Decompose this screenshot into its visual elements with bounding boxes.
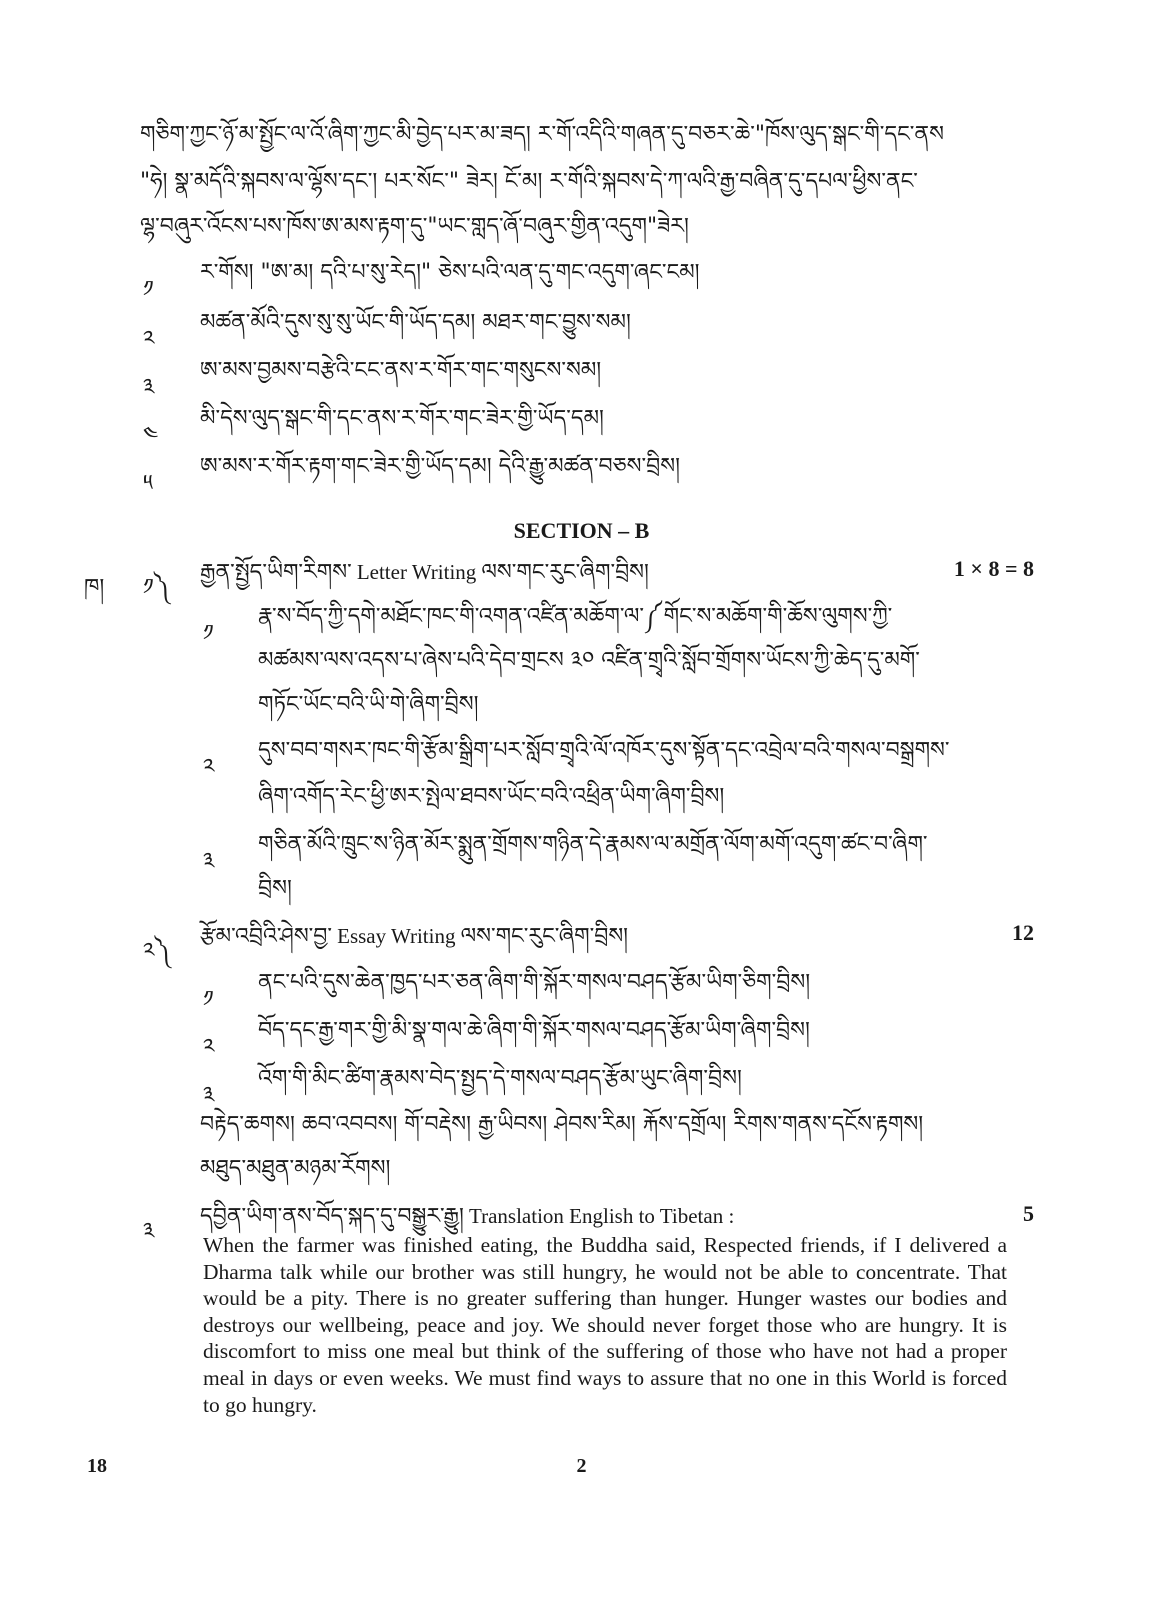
q2-marks: 12: [1012, 920, 1034, 945]
intro-q4-number: ༤: [143, 423, 159, 448]
footer-code: 18: [87, 1455, 107, 1477]
q1-item2-line-1: དུས་བབ་གསར་ཁང་གི་རྩོམ་སྒྲིག་པར་སློབ་གྲྭའི་ལོ་འཁོར་དུས་སྟོན་དང་འབྲེལ་བའི་གསལ་བསྒྲགས་: [258, 738, 950, 763]
intro-q1-text: ར་གོས། "ཨ་མ། དའི་པ་སུ་རེད།" ཅེས་པའི་ལན་དུ་གང་འདུག་ཞང་ངམ།: [200, 260, 700, 285]
intro-q2-text: མཚན་མོའི་དུས་སུ་སུ་ཡོང་གི་ཡོད་དམ། མཐར་གང་བྱུས་སམ།: [200, 310, 631, 335]
intro-q2-number: ༢: [143, 327, 155, 352]
q1-item3-line-2: བྲིས།: [258, 876, 292, 901]
q1-item1-line-3: གཏོང་ཡོང་བའི་ཡི་གེ་ཞིག་བྲིས།: [258, 692, 479, 717]
q1-item1-line-2: མཚམས་ལས་འདས་པ་ཞེས་པའི་དེབ་གྲངས ༣༠ འཛིན་གྲྭའི་སློབ་གྲོགས་ཡོངས་ཀྱི་ཆེད་དུ་མགོ་: [258, 648, 920, 673]
q3-label-tibetan: དབྱིན་ཡིག་ནས་བོད་སྐད་དུ་བསྒྱུར་རྒྱུ།: [200, 1204, 464, 1229]
intro-q4-text: མི་དེས་ལུད་སྒང་གི་དང་ནས་ར་གོར་གང་ཟེར་གྱི་ཡོད་དམ།: [200, 406, 604, 431]
q2-item3-number: ༣: [203, 1083, 215, 1108]
q1-number: ༡༽: [143, 575, 170, 600]
q2-item2-text: བོད་དང་རྒྱ་གར་གྱི་མི་སྣ་གལ་ཆེ་ཞིག་གི་སྐོར་གསལ་བཤད་རྩོམ་ཡིག་ཞིག་བྲིས།: [258, 1018, 810, 1043]
intro-line-2: "ཧེ། སྣ་མདོའི་སྐབས་ལ་ལྷོས་དང་། པར་སོང་" ཟེར། ངོ་མ། ར་གོའི་སྐབས་དེ་ཀ་ལའི་རྒྱ་བཞིན་དུ་དཔལ་ཕྱིས་ནང་: [140, 169, 918, 194]
intro-q3-text: ཨ་མས་བྱམས་བརྩེའི་ངང་ནས་ར་གོར་གང་གསུངས་སམ།: [200, 358, 602, 383]
q1-item2-number: ༢: [203, 755, 215, 780]
q1-label-english: Letter Writing: [356, 560, 477, 584]
q1-label-tibetan: རྒྱན་སྤྱོད་ཡིག་རིགས་: [200, 560, 352, 585]
intro-q5-text: ཨ་མས་ར་གོར་རྟག་གང་ཟེར་གྱི་ཡོད་དམ། དེའི་རྒྱུ་མཚན་བཅས་བྲིས།: [200, 454, 680, 479]
q1-label-tail: ལས་གང་རུང་ཞིག་བྲིས།: [481, 560, 649, 585]
q2-item2-number: ༢: [203, 1035, 215, 1060]
q2-label-tail: ལས་གང་རུང་ཞིག་བྲིས།: [460, 924, 629, 949]
q1-item1-number: ༡: [203, 621, 214, 646]
q2-word-list-line-1: བརྟེད་ཆགས། ཆབ་འབབས། གོ་བརྡེས། རྒྱ་ཡིབས། ཤེབས་རིམ། རྐོས་དགྲོལ། རིགས་གནས་དངོས་རྟགས།: [200, 1112, 924, 1137]
footer-page-number: 2: [576, 1455, 587, 1477]
q1-marks: 1 × 8 = 8: [953, 556, 1034, 581]
intro-line-1: གཅིག་ཀྱང་ཉོ་མ་སྤྱོང་ལ་འོ་ཞིག་ཀྱང་མི་བྱེད་པར་མ་ཟད། ར་གོ་འདིའི་གཞན་དུ་བཅར་ཆེ་"ཁོས་ལུད་སྒང་གི་དང་ནས: [140, 122, 944, 147]
intro-line-3: ལྷ་བཞུར་འོངས་པས་ཁོས་ཨ་མས་རྟག་དུ་"ཡང་གླད་ཞོ་བཞུར་གྱིན་འདུག"ཟེར།: [140, 214, 689, 239]
q1-item3-line-1: གཅིན་མོའི་ཁྲུང་ས་ཉིན་མོར་སྨུན་གྲོགས་གཉིན་དེ་རྣམས་ལ་མགྲོན་ལོག་མགོ་འདུག་ཚང་བ་ཞིག་: [258, 832, 928, 857]
q2-item1-text: ནང་པའི་དུས་ཆེན་ཁྱད་པར་ཅན་ཞིག་གི་སྐོར་གསལ་བཤད་རྩོམ་ཡིག་ཅིག་བྲིས།: [258, 970, 811, 995]
q1-heading: [200, 560, 649, 585]
intro-q3-number: ༣: [143, 375, 155, 400]
q1-item3-number: ༣: [203, 849, 215, 874]
q2-word-list-line-2: མཐུད་མཐུན་མཉམ་རོགས།: [200, 1156, 391, 1181]
q1-item1-line-1: རྣ་ས་བོད་ཀྱི་དགེ་མཐོང་ཁང་གི་འགན་འཛིན་མཆོག་ལ་༼གོང་ས་མཆོག་གི་ཆོས་ལུགས་ཀྱི་: [258, 604, 893, 629]
q2-label-english: Essay Writing: [337, 924, 456, 948]
q2-label-tibetan: རྩོམ་འབྲིའི་ཤེས་བྱ་: [200, 924, 333, 949]
intro-q5-number: ༥: [143, 471, 153, 496]
translation-passage: When the farmer was finished eating, the Buddha said, Respected friends, if I delivered a Dharma talk while our brother was still hungry, he would not be able to concentrate. That would be a pity. There is no greater suffering than hunger. Hunger wastes our bodies and destroys our wellbeing, peace and joy. We should never forget those who are hungry. It is discomfort to miss one meal but think of the suffering of those who have not had a proper meal in days or even weeks. We must find ways to assure that no one in this World is forced to go hungry.: [203, 1233, 1007, 1417]
q2-heading: [200, 924, 628, 949]
intro-q1-number: ༡: [143, 277, 154, 302]
q3-marks: 5: [1023, 1201, 1034, 1226]
q2-number: ༢༽: [143, 939, 171, 964]
q2-item1-number: ༡: [203, 987, 214, 1012]
q3-label-english: Translation English to Tibetan :: [469, 1204, 735, 1228]
section-b-title: SECTION – B: [513, 518, 650, 543]
q3-heading: [200, 1204, 734, 1229]
q2-item3-text: འོག་གི་མིང་ཚིག་རྣམས་བེད་སྤྱད་དེ་གསལ་བཤད་རྩོམ་ཡུང་ཞིག་བྲིས།: [258, 1066, 742, 1091]
part-marker: ཁ།: [84, 575, 105, 600]
q1-item2-line-2: ཞིག་འགོད་རེང་ཕྱི་ཨར་སྤེལ་ཐབས་ཡོང་བའི་འཕྲིན་ཡིག་ཞིག་བྲིས།: [258, 784, 725, 809]
q3-number: ༣: [143, 1219, 155, 1244]
